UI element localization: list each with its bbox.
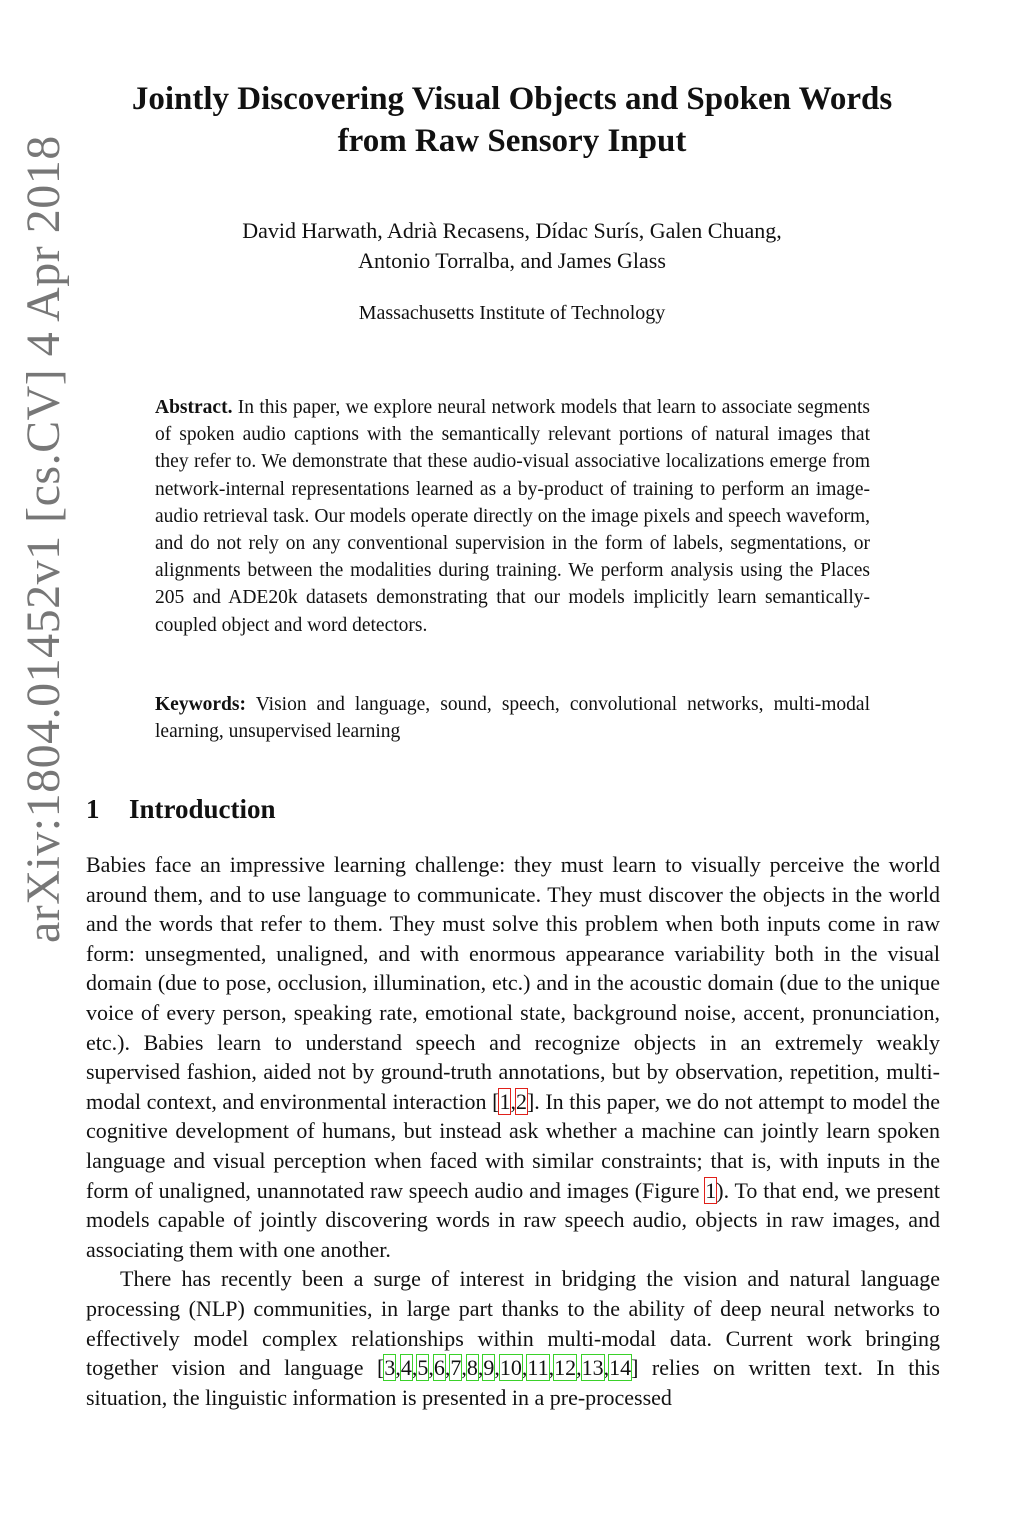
keywords (155, 691, 870, 745)
authors-line-2: Antonio Torralba, and James Glass (358, 248, 666, 273)
citation-link[interactable]: 6 (433, 1355, 445, 1381)
citation-link[interactable]: 8 (466, 1355, 478, 1381)
arxiv-sidebar-stamp: arXiv:1804.01452v1 [cs.CV] 4 Apr 2018 (17, 135, 70, 943)
abstract (155, 394, 870, 639)
citation-link[interactable]: 4 (400, 1355, 412, 1381)
citation-link[interactable]: 14 (609, 1355, 632, 1381)
citation-link[interactable]: 9 (483, 1355, 495, 1381)
citation-link[interactable]: 11 (527, 1355, 549, 1381)
intro-paragraph-1: Babies face an impressive learning challenge: they must learn to visually perceive the world around them, and to use language to communicate. They must discover the objects in the world and the words that refer to them. They must solve this problem when both inputs come in raw form: unsegmented, unaligned, and with enormous appearance variability both in the visual domain (due to pose, occlusion, illumination, etc.) and in the acoustic domain (due to the unique voice of every person, speaking rate, emotional state, background noise, accent, pronunciation, etc.). Babies learn to understand speech and recognize objects in an extremely weakly supervised fashion, aided not by ground-truth annotations, but by observation, repetition, multi-modal context, and environmental interaction [1,2]. In this paper, we do not attempt to model the cognitive development of humans, but instead ask whether a machine can jointly learn spoken language and visual perception when faced with similar constraints; that is, with inputs in the form of unaligned, unannotated raw speech audio and images (Figure 1). To that end, we present models capable of jointly discovering words in raw speech audio, objects in raw images, and associating them with one another. (86, 852, 940, 1262)
paper-title (80, 78, 944, 162)
citation-link[interactable]: 7 (450, 1355, 462, 1381)
section-heading (86, 791, 276, 827)
intro-p1-text-c: ). To that end, we present models capable of jointly discovering words in raw speech audio, objects in raw images, and associating them with one another. (86, 1177, 940, 1262)
intro-p2-text-a: There has recently been a surge of interest in bridging the vision and natural language processing (NLP) communities, in large part thanks to the ability of deep neural networks to effectively model complex relationships within multi-modal data. Current work bringing together vision and language [ (86, 1266, 940, 1381)
section-title: Introduction (129, 794, 276, 824)
citation-link[interactable]: 3 (384, 1355, 396, 1381)
citation-link[interactable]: 12 (554, 1355, 577, 1381)
intro-p1-text-b: ]. In this paper, we do not attempt to model the cognitive development of humans, but instead ask whether a machine can jointly learn spoken language and visual perception when faced with similar constraints; that is, with inputs in the form of unaligned, unannotated raw speech audio and images (Figure (86, 1088, 940, 1203)
authors-line-1: David Harwath, Adrià Recasens, Dídac Surís, Galen Chuang, (242, 218, 782, 243)
intro-p2-text-b: ] relies on written text. In this situation, the linguistic information is presented in a pre-processed (86, 1355, 940, 1410)
introduction-body (86, 850, 940, 1412)
keywords-label: Keywords: (155, 694, 246, 715)
citation-group: 3,4,5,6,7,8,9,10,11,12,13,14 (384, 1355, 632, 1381)
title-line-2: from Raw Sensory Input (337, 123, 687, 159)
keywords-text: Vision and language, sound, speech, convolutional networks, multi-modal learning, unsupervised learning (155, 694, 871, 743)
citation-link[interactable]: 1 (499, 1088, 511, 1114)
section-number: 1 (86, 794, 100, 824)
citation-link[interactable]: 13 (581, 1355, 604, 1381)
figure-reference-link[interactable]: 1 (705, 1177, 717, 1203)
intro-paragraph-2 (86, 1264, 940, 1412)
abstract-label: Abstract. (155, 397, 233, 418)
author-list (100, 216, 924, 276)
citation-link[interactable]: 2 (515, 1088, 527, 1114)
abstract-text: In this paper, we explore neural network models that learn to associate segments of spoken audio captions with the semantically relevant portions of natural images that they refer to. We demonstrate that these audio-visual associative localizations emerge from network-internal representations learned as a by-product of training to perform an image-audio retrieval task. Our models operate directly on the image pixels and speech waveform, and do not rely on any conventional supervision in the form of labels, segmentations, or alignments between the modalities during training. We perform analysis using the Places 205 and ADE20k datasets demonstrating that our models implicitly learn semantically-coupled object and word detectors. (155, 397, 870, 636)
intro-p1-text-a: Babies face an impressive learning challenge: they must learn to visually perceive the world around them, and to use language to communicate. They must discover the objects in the world and the words that refer to them. They must solve this problem when both inputs come in raw form: unsegmented, unaligned, and with enormous appearance variability both in the visual domain (due to pose, occlusion, illumination, etc.) and in the acoustic domain (due to the unique voice of every person, speaking rate, emotional state, background noise, accent, pronunciation, etc.). Babies learn to understand speech and recognize objects in an extremely weakly supervised fashion, aided not by ground-truth annotations, but by observation, repetition, multi-modal context, and environmental interaction [ (86, 852, 940, 1114)
citation-link[interactable]: 10 (499, 1355, 522, 1381)
citation-link[interactable]: 5 (417, 1355, 429, 1381)
affiliation: Massachusetts Institute of Technology (358, 302, 666, 324)
title-line-1: Jointly Discovering Visual Objects and Spoken Words (131, 81, 893, 117)
